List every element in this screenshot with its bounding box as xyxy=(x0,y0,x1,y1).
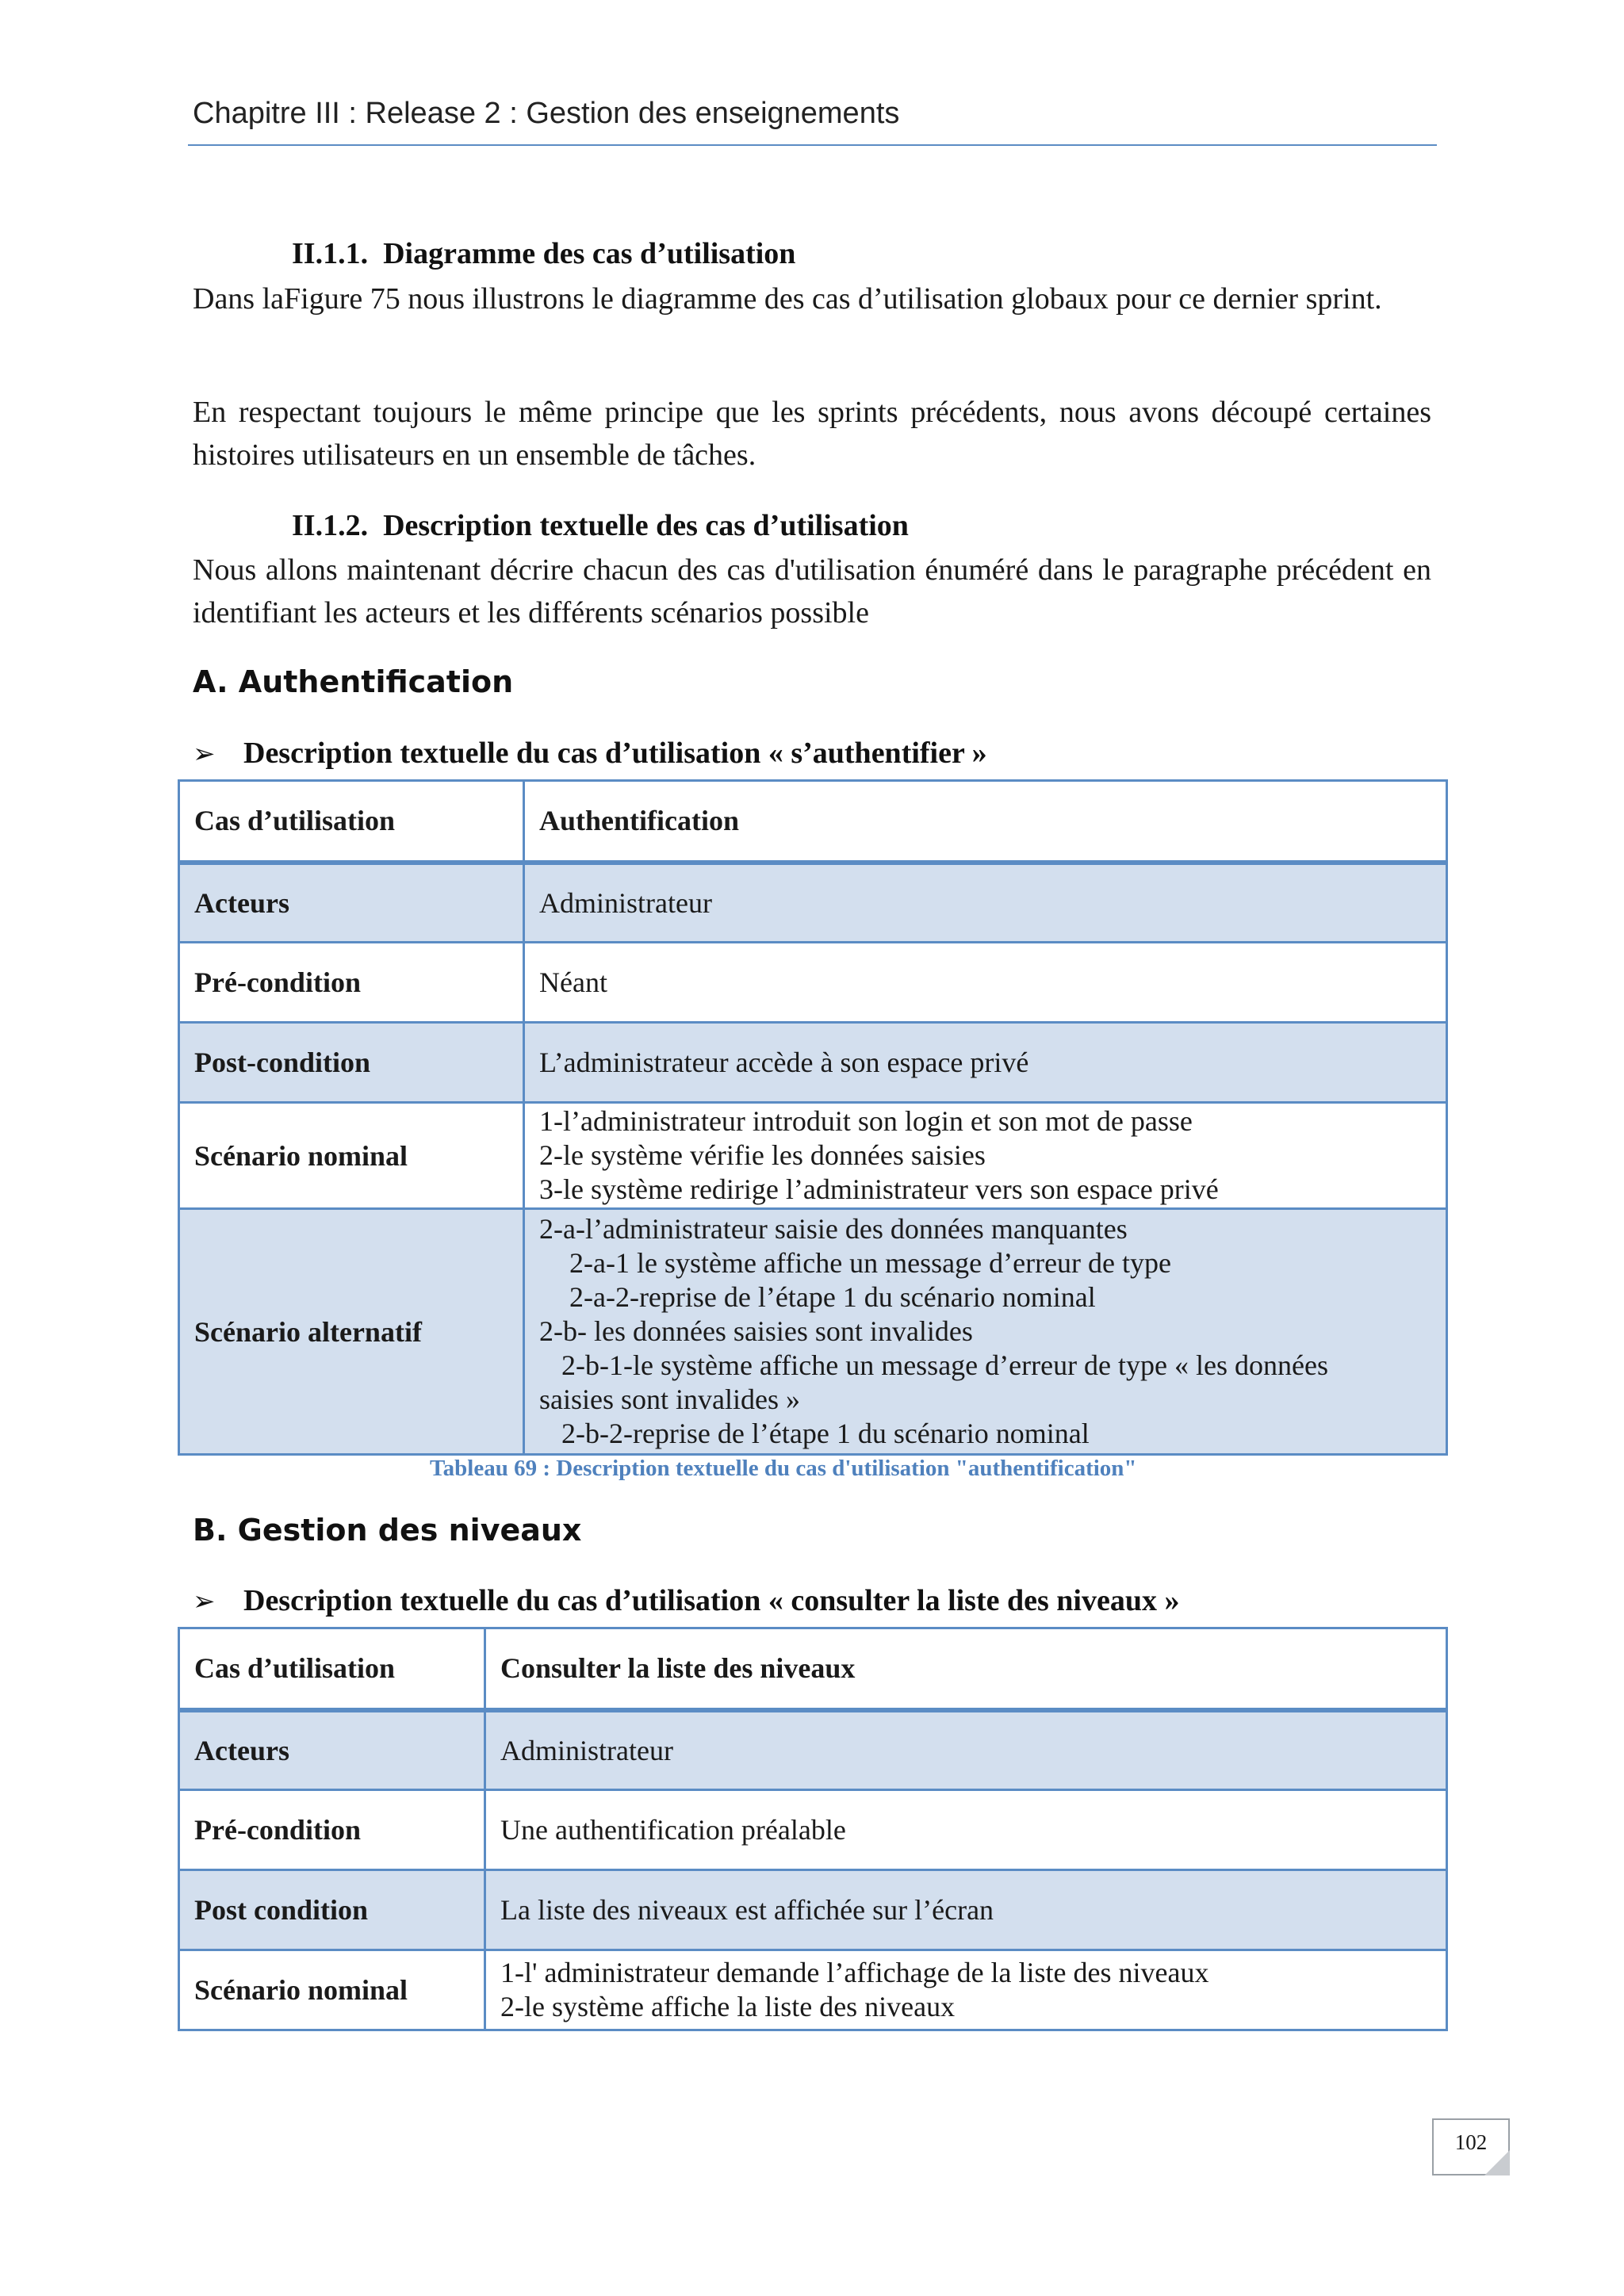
section-number: II.1.1. xyxy=(292,237,369,270)
table-row xyxy=(179,943,1447,1023)
scenario-line: saisies sont invalides » xyxy=(539,1383,800,1415)
scenario-line: 1-l' administrateur demande l’affichage de la liste des niveaux xyxy=(500,1957,1209,1988)
section-title: Description textuelle des cas d’utilisation xyxy=(383,509,909,542)
table-cell-label: Cas d’utilisation xyxy=(179,1628,485,1710)
paragraph: Dans laFigure 75 nous illustrons le diagramme des cas d’utilisation globaux pour ce dernier sprint. xyxy=(193,282,1382,316)
scenario-line: 2-a-1 le système affiche un message d’erreur de type xyxy=(569,1247,1172,1279)
table-row xyxy=(179,1628,1447,1710)
scenario-line: 2-a-l’administrateur saisie des données manquantes xyxy=(539,1213,1128,1245)
table-row xyxy=(179,1710,1447,1790)
scenario-line: 2-b- les données saisies sont invalides xyxy=(539,1315,973,1347)
table-row xyxy=(179,863,1447,943)
scenario-line: 3-le système redirige l’administrateur vers son espace privé xyxy=(539,1173,1219,1205)
table-cell-label: Pré-condition xyxy=(179,1790,485,1870)
scenario-line: 2-a-2-reprise de l’étape 1 du scénario nominal xyxy=(569,1281,1096,1313)
table-row xyxy=(179,1870,1447,1950)
scenario-line: 2-b-1-le système affiche un message d’erreur de type « les données xyxy=(561,1349,1328,1381)
part-heading-b: B. Gestion des niveaux xyxy=(193,1513,582,1548)
bullet-heading-a xyxy=(193,736,987,771)
table-cell-value: Administrateur xyxy=(485,1710,1447,1790)
section-number: II.1.2. xyxy=(292,509,369,542)
scenario-line: 2-le système affiche la liste des niveaux xyxy=(500,1991,956,2022)
table-cell-value: Consulter la liste des niveaux xyxy=(485,1628,1447,1710)
table-cell-value: Administrateur xyxy=(524,863,1447,943)
table-row xyxy=(179,1950,1447,2030)
bullet-heading-b xyxy=(193,1583,1179,1618)
table-cell-value: L’administrateur accède à son espace privé xyxy=(524,1023,1447,1103)
section-heading-1 xyxy=(292,236,795,271)
use-case-table-auth xyxy=(178,779,1448,1456)
page-number: 102 xyxy=(1432,2118,1510,2175)
bullet-text: Description textuelle du cas d’utilisation « s’authentifier » xyxy=(243,737,987,770)
table-cell-label: Pré-condition xyxy=(179,943,524,1023)
table-cell-value: Néant xyxy=(524,943,1447,1023)
table-cell-value: Authentification xyxy=(524,781,1447,863)
table-cell-label: Cas d’utilisation xyxy=(179,781,524,863)
table-row xyxy=(179,1790,1447,1870)
scenario-line: 2-b-2-reprise de l’étape 1 du scénario nominal xyxy=(561,1418,1090,1449)
section-heading-2 xyxy=(292,508,909,543)
page-fold-corner xyxy=(1484,2150,1510,2175)
paragraph: Nous allons maintenant décrire chacun des cas d'utilisation énuméré dans le paragraphe précédent en identifiant les acteurs et les différents scénarios possible xyxy=(193,553,1431,629)
scenario-line: 1-l’administrateur introduit son login et son mot de passe xyxy=(539,1105,1193,1137)
table-cell-label: Acteurs xyxy=(179,1710,485,1790)
table-cell-value: Une authentification préalable xyxy=(485,1790,1447,1870)
table-row xyxy=(179,781,1447,863)
table-row xyxy=(179,1103,1447,1209)
scenario-line: 2-le système vérifie les données saisies xyxy=(539,1139,986,1171)
table-cell-label: Scénario nominal xyxy=(179,1103,524,1209)
table-cell-label: Scénario nominal xyxy=(179,1950,485,2030)
table-cell-label: Post-condition xyxy=(179,1023,524,1103)
table-cell-label: Post condition xyxy=(179,1870,485,1950)
table-cell-value: La liste des niveaux est affichée sur l’écran xyxy=(485,1870,1447,1950)
running-header: Chapitre III : Release 2 : Gestion des enseignements xyxy=(193,97,900,130)
arrow-bullet-icon: ➢ xyxy=(193,1586,216,1617)
table-cell-value xyxy=(524,1103,1447,1209)
table-row xyxy=(179,1209,1447,1455)
paragraph: En respectant toujours le même principe que les sprints précédents, nous avons découpé certaines histoires utilisateurs en un ensemble de tâches. xyxy=(193,396,1431,472)
table-caption: Tableau 69 : Description textuelle du cas d'utilisation "authentification" xyxy=(430,1456,1137,1481)
bullet-text: Description textuelle du cas d’utilisation « consulter la liste des niveaux » xyxy=(243,1584,1180,1617)
section-title: Diagramme des cas d’utilisation xyxy=(383,237,796,270)
table-cell-label: Scénario alternatif xyxy=(179,1209,524,1455)
use-case-table-niveaux xyxy=(178,1627,1448,2031)
arrow-bullet-icon: ➢ xyxy=(193,738,216,770)
table-cell-value xyxy=(485,1950,1447,2030)
table-cell-label: Acteurs xyxy=(179,863,524,943)
table-cell-value xyxy=(524,1209,1447,1455)
table-row xyxy=(179,1023,1447,1103)
header-rule xyxy=(188,144,1437,146)
part-heading-a: A. Authentification xyxy=(193,664,514,699)
